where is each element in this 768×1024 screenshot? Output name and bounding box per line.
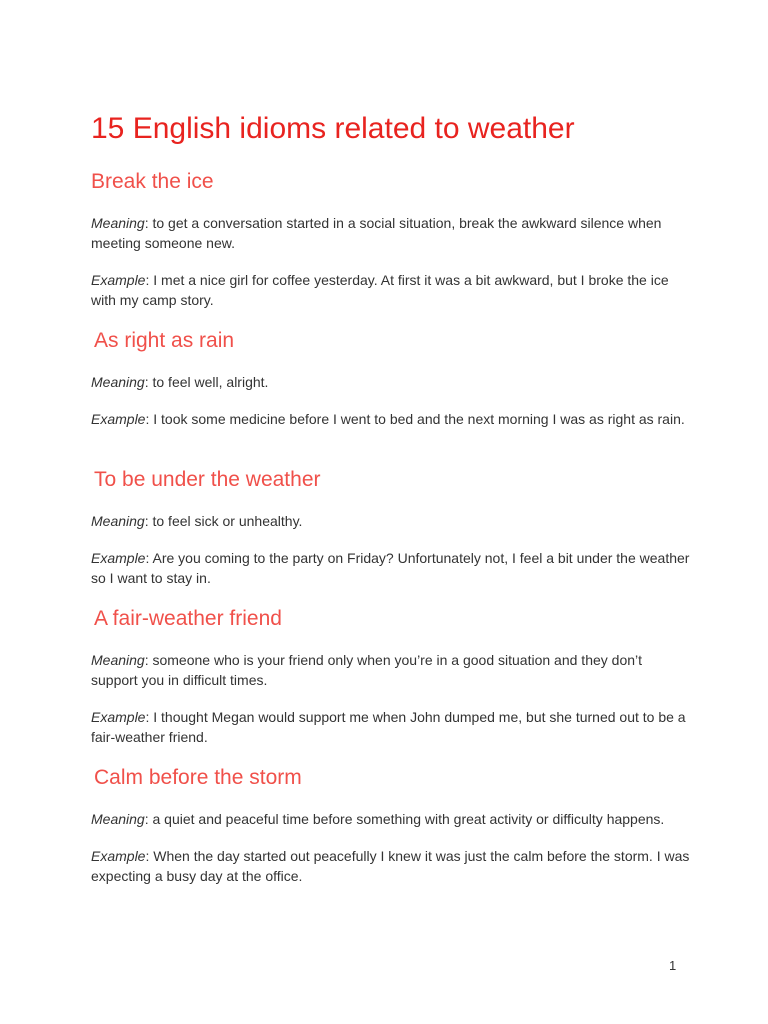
meaning-paragraph	[91, 213, 691, 253]
example-label: Example	[91, 848, 146, 864]
idiom-section-to-be-under-the-weather	[91, 466, 691, 588]
meaning-label: Meaning	[91, 513, 145, 529]
idiom-heading: Break the ice	[91, 170, 214, 193]
example-label: Example	[91, 709, 146, 725]
meaning-paragraph	[91, 372, 691, 392]
document-title: 15 English idioms related to weather	[91, 112, 575, 145]
idiom-section-calm-before-the-storm	[91, 764, 691, 886]
example-paragraph	[91, 707, 691, 747]
meaning-text: : a quiet and peaceful time before something with great activity or difficulty happens.	[144, 811, 665, 827]
meaning-label: Meaning	[91, 811, 145, 827]
example-label: Example	[91, 272, 146, 288]
idiom-heading: Calm before the storm	[94, 766, 302, 789]
meaning-paragraph	[91, 511, 691, 531]
example-text: : Are you coming to the party on Friday? Unfortunately not, I feel a bit under the weather so I want to stay in.	[91, 550, 690, 586]
example-paragraph	[91, 270, 691, 310]
example-paragraph	[91, 846, 691, 886]
meaning-text: : someone who is your friend only when you’re in a good situation and they don’t support you in difficult times.	[91, 652, 643, 688]
meaning-paragraph	[91, 650, 691, 690]
example-paragraph	[91, 548, 691, 588]
meaning-label: Meaning	[91, 374, 145, 390]
example-text: : When the day started out peacefully I knew it was just the calm before the storm. I was expecting a busy day at the office.	[91, 848, 690, 884]
page-number: 1	[669, 958, 677, 973]
example-label: Example	[91, 550, 146, 566]
example-text: : I met a nice girl for coffee yesterday. At first it was a bit awkward, but I broke the ice with my camp story.	[91, 272, 669, 308]
example-text: : I took some medicine before I went to bed and the next morning I was as right as rain.	[145, 411, 685, 427]
example-paragraph	[91, 409, 691, 429]
meaning-label: Meaning	[91, 652, 145, 668]
idiom-heading: To be under the weather	[94, 468, 321, 491]
meaning-text: : to get a conversation started in a social situation, break the awkward silence when meeting someone new.	[91, 215, 662, 251]
idiom-section-break-the-ice	[91, 168, 691, 310]
meaning-label: Meaning	[91, 215, 145, 231]
meaning-paragraph	[91, 809, 691, 829]
idiom-heading: A fair-weather friend	[94, 607, 282, 630]
meaning-text: : to feel well, alright.	[144, 374, 269, 390]
meaning-text: : to feel sick or unhealthy.	[144, 513, 303, 529]
example-text: : I thought Megan would support me when John dumped me, but she turned out to be a fair-weather friend.	[91, 709, 686, 745]
example-label: Example	[91, 411, 146, 427]
idiom-section-a-fair-weather-friend	[91, 605, 691, 747]
idiom-heading: As right as rain	[94, 329, 235, 352]
idiom-section-as-right-as-rain	[91, 327, 691, 429]
